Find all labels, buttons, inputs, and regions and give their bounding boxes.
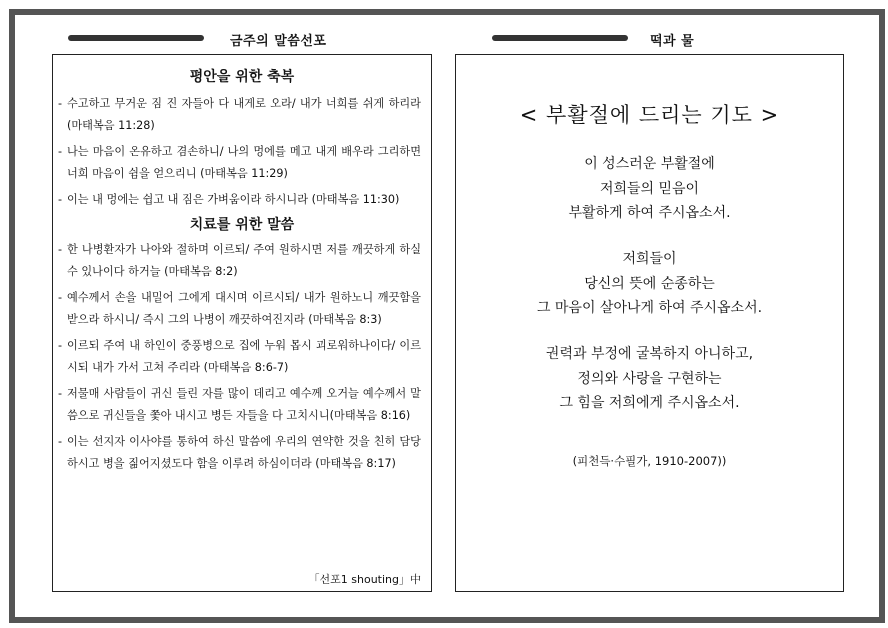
verse-item: - 한 나병환자가 나아와 절하며 이르되/ 주여 원하시면 저를 깨끗하게 하실 수 있나이다 하거늘 (마태복음 8:2) [53,239,431,283]
section-heading: 치료를 위한 말씀 [189,217,295,233]
right-header [492,30,832,52]
source-credit: 「선포1 shouting」中 [308,573,421,586]
prayer-line: 당신의 뜻에 순종하는 [584,275,715,292]
verse-item: - 이는 선지자 이사야를 통하여 하신 말씀에 우리의 연약한 것을 친히 담당하시고 병을 짊어지셨도다 함을 이루려 하심이더라 (마태복음 8:17) [53,431,431,475]
verse-item: - 저물매 사람들이 귀신 들린 자를 많이 데리고 예수께 오거늘 예수께서 말씀으로 귀신들을 쫓아 내시고 병든 자들을 다 고치시니(마태복음 8:16) [53,383,431,427]
prayer-stanza [456,247,843,321]
prayer-line: 그 마음이 살아나게 하여 주시옵소서. [536,300,763,316]
scripture-panel [52,54,432,592]
verse-item: - 나는 마음이 온유하고 겸손하니/ 나의 멍에를 메고 내게 배우라 그리하면 너희 마음이 쉼을 얻으리니 (마태복음 11:29) [53,141,431,185]
prayer-line: 정의와 사랑을 구현하는 [577,370,722,387]
prayer-line: 권력과 부정에 굴복하지 아니하고, [545,346,754,362]
prayer-line: 저희들이 [622,251,677,267]
left-header [68,30,408,52]
verse-list [53,93,431,211]
prayer-line: 이 성스러운 부활절에 [584,156,715,172]
verse-list [53,239,431,475]
prayer-title: < 부활절에 드리는 기도 > [519,103,780,127]
prayer-attribution: (피천득·수필가, 1910-2007)) [572,454,727,468]
verse-item: - 예수께서 손을 내밀어 그에게 대시며 이르시되/ 내가 원하노니 깨끗함을 받으라 하시니/ 즉시 그의 나병이 깨끗하여진지라 (마태복음 8:3) [53,287,431,331]
left-header-title: 금주의 말씀선포 [230,34,327,49]
prayer-panel [455,54,844,592]
right-header-title: 떡과 물 [650,34,695,49]
prayer-line: 저희들의 믿음이 [599,180,700,197]
section-heading: 평안을 위한 축복 [189,69,295,85]
left-header-bar [68,35,204,41]
prayer-stanza [456,152,843,226]
verse-item: - 이르되 주여 내 하인이 중풍병으로 집에 누워 몹시 괴로워하나이다/ 이르시되 내가 가서 고쳐 주리라 (마태복음 8:6-7) [53,335,431,379]
prayer-line: 부활하게 하여 주시옵소서. [568,205,731,221]
right-header-bar [492,35,628,41]
prayer-line: 그 힘을 저희에게 주시옵소서. [559,395,740,411]
prayer-stanza [456,342,843,416]
verse-item: - 이는 내 멍에는 쉽고 내 짐은 가벼움이라 하시니라 (마태복음 11:30) [53,189,431,211]
verse-item: - 수고하고 무거운 짐 진 자들아 다 내게로 오라/ 내가 너희를 쉬게 하리라 (마태복음 11:28) [53,93,431,137]
